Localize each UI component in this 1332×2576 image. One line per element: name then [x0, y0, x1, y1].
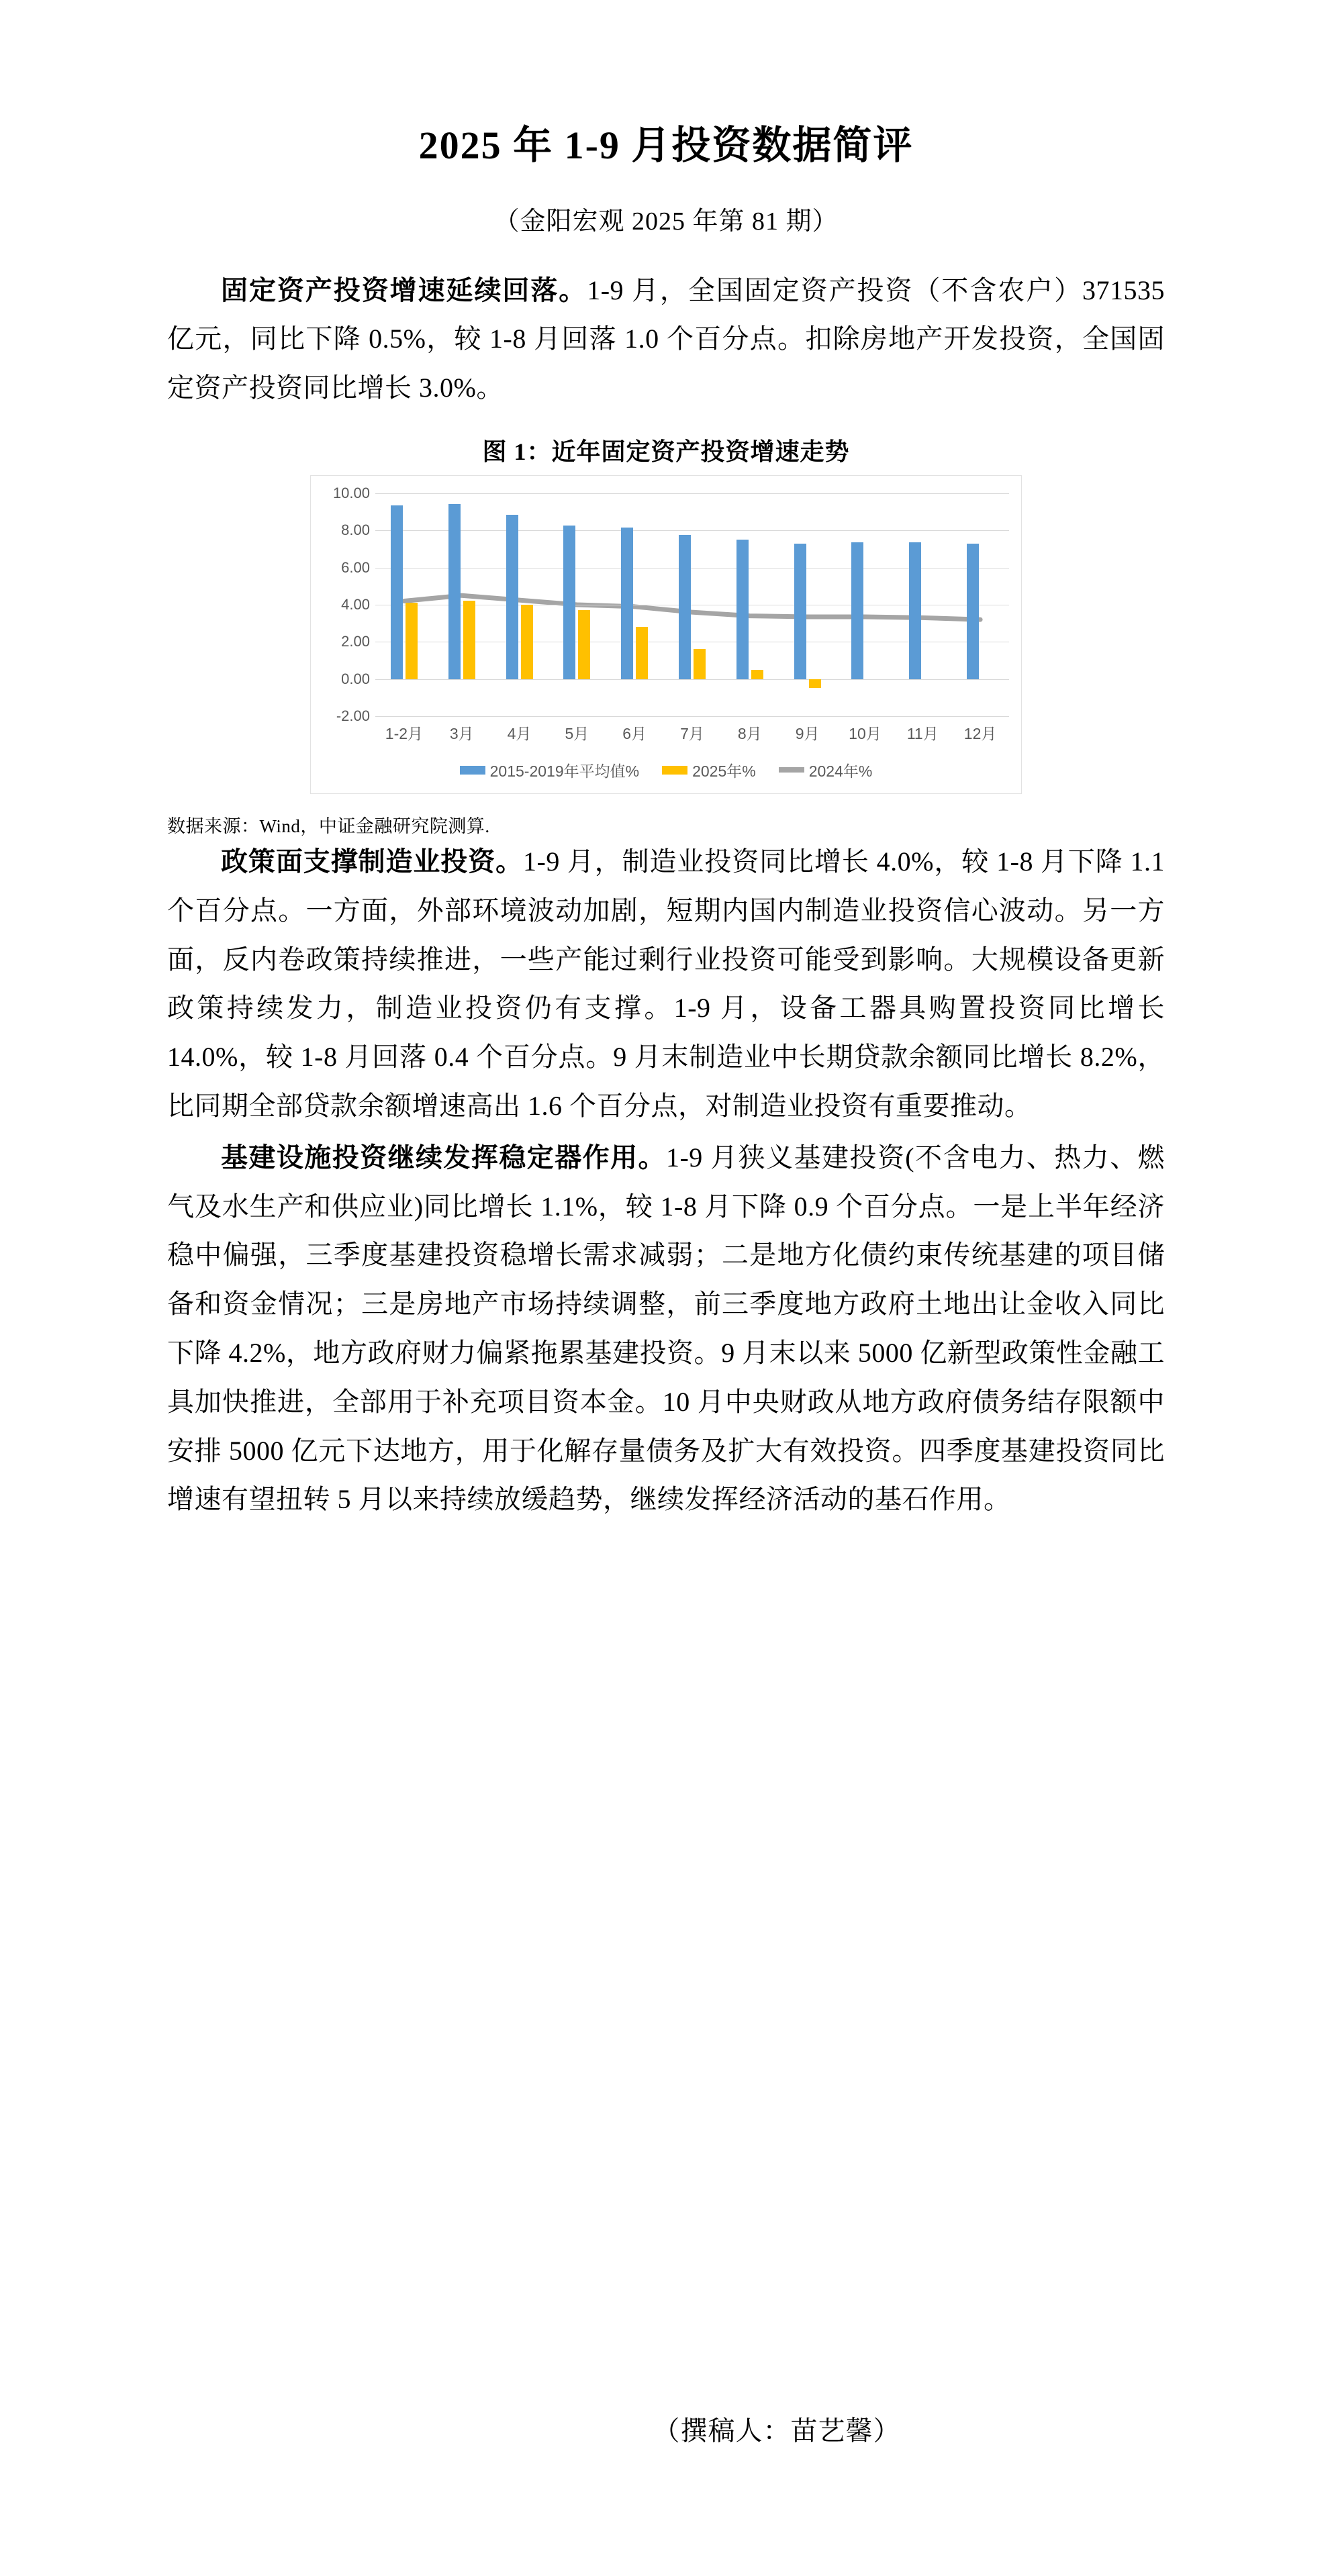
paragraph-3 — [167, 1134, 1165, 1524]
chart-x-tick-label: 9月 — [795, 724, 820, 742]
paragraph-3-body: 1-9 月狭义基建投资(不含电力、热力、燃气及水生产和供应业)同比增长 1.1%，较 1-8 月下降 0.9 个百分点。一是上半年经济稳中偏强，三季度基建投资稳增长需求减弱；二是地方化债约束传统基建的项目储备和资金情况；三是房地产市场持续调整，前三季度地方政府土地出让金收入同比下降 4.2%，地方政府财力偏紧拖累基建投资。9 月末以来 5000 亿新型政策性金融工具加快推进，全部用于补充项目资本金。10 月中央财政从地方政府债务结存限额中安排 5000 亿元下达地方，用于化解存量债务及扩大有效投资。四季度基建投资同比增速有望扭转 5 月以来持续放缓趋势，继续发挥经济活动的基石作用。 — [167, 1142, 1166, 1515]
chart-legend-label: 2024年% — [808, 762, 873, 780]
chart-legend — [311, 759, 1021, 781]
chart-plot-area — [332, 484, 1009, 724]
chart-x-tick-label: 7月 — [680, 724, 704, 742]
figure-1-source: 数据来源：Wind，中证金融研究院测算. — [167, 815, 490, 836]
chart-bar — [751, 670, 763, 679]
chart-legend-swatch — [779, 767, 804, 773]
chart-bar — [694, 649, 706, 679]
chart-x-tick-label: 11月 — [906, 724, 939, 742]
figure-1 — [167, 433, 1165, 838]
page-title: 2025 年 1-9 月投资数据简评 — [418, 123, 914, 167]
paragraph-1-lead: 固定资产投资增速延续回落。 — [221, 275, 587, 305]
chart-bar — [621, 528, 633, 679]
chart-bar — [679, 535, 691, 679]
chart-y-tick-label: -2.00 — [336, 707, 370, 724]
chart-legend-item — [460, 759, 639, 781]
chart-legend-item — [662, 759, 756, 781]
chart-container — [310, 475, 1022, 794]
chart-legend-label: 2015-2019年平均值% — [489, 762, 640, 780]
chart-bar — [736, 540, 749, 679]
chart-x-tick-label: 4月 — [507, 724, 532, 742]
paragraph-2-lead: 政策面支撑制造业投资。 — [221, 846, 524, 877]
author-signature — [0, 2410, 1332, 2448]
chart-bar — [809, 679, 821, 689]
chart-gridline — [375, 493, 1009, 494]
chart-bar — [406, 603, 418, 679]
chart-x-tick-label: 6月 — [622, 724, 647, 742]
chart-x-tick-label: 12月 — [963, 724, 997, 742]
paragraph-1-body: 1-9 月，全国固定资产投资（不含农户）371535 亿元，同比下降 0.5%，较 1-8 月回落 1.0 个百分点。扣除房地产开发投资，全国固定资产投资同比增长 3.0%。 — [167, 275, 1166, 403]
author-name: （撰稿人：苗艺馨） — [653, 2416, 901, 2446]
chart-y-tick-label: 8.00 — [341, 522, 370, 539]
chart-bar — [578, 610, 590, 679]
chart-bar — [448, 504, 461, 679]
paragraph-2 — [167, 838, 1165, 1131]
figure-1-caption: 图 1：近年固定资产投资增速走势 — [482, 438, 850, 465]
chart-gridline — [375, 530, 1009, 531]
chart-x-tick-label: 5月 — [565, 724, 589, 742]
chart-y-tick-label: 2.00 — [341, 633, 370, 650]
chart-gridline — [375, 679, 1009, 680]
chart-x-tick-label: 8月 — [737, 724, 762, 742]
chart-legend-swatch — [460, 766, 485, 775]
chart-y-tick-label: 0.00 — [341, 670, 370, 687]
paragraph-3-lead: 基建设施投资继续发挥稳定器作用。 — [221, 1142, 666, 1173]
chart-x-tick-label: 1-2月 — [385, 724, 424, 742]
chart-bar — [636, 627, 648, 679]
chart-x-tick-label: 10月 — [849, 724, 882, 742]
chart-bar — [506, 515, 518, 679]
chart-bar — [967, 544, 979, 679]
chart-bar — [909, 542, 921, 679]
page-subtitle: （金阳宏观 2025 年第 81 期） — [493, 207, 839, 236]
chart-legend-item — [779, 759, 873, 781]
chart-bar — [463, 601, 475, 679]
chart-bar — [851, 542, 863, 679]
chart-legend-label: 2025年% — [692, 762, 756, 780]
chart-bar — [391, 505, 403, 679]
chart-bar — [563, 526, 575, 679]
paragraph-1 — [167, 237, 1165, 413]
chart-gridline — [375, 716, 1009, 717]
paragraph-2-body: 1-9 月，制造业投资同比增长 4.0%，较 1-8 月下降 1.1 个百分点。一方面，外部环境波动加剧，短期内国内制造业投资信心波动。另一方面，反内卷政策持续推进，一些产能过剩行业投资可能受到影响。大规模设备更新政策持续发力，制造业投资仍有支撑。1-9 月，设备工器具购置投资同比增长 14.0%，较 1-8 月回落 0.4 个百分点。9 月末制造业中长期贷款余额同比增长 8.2%，比同期全部贷款余额增速高出 1.6 个百分点，对制造业投资有重要推动。 — [167, 846, 1165, 1121]
chart-bar — [521, 605, 533, 679]
chart-x-axis-labels — [375, 722, 1009, 748]
chart-legend-swatch — [662, 766, 687, 775]
chart-bar — [794, 544, 806, 679]
document-body — [167, 237, 1165, 1525]
chart-y-tick-label: 4.00 — [341, 595, 370, 613]
chart-y-tick-label: 10.00 — [332, 484, 370, 501]
chart-y-tick-label: 6.00 — [341, 558, 370, 576]
chart-x-tick-label: 3月 — [449, 724, 474, 742]
